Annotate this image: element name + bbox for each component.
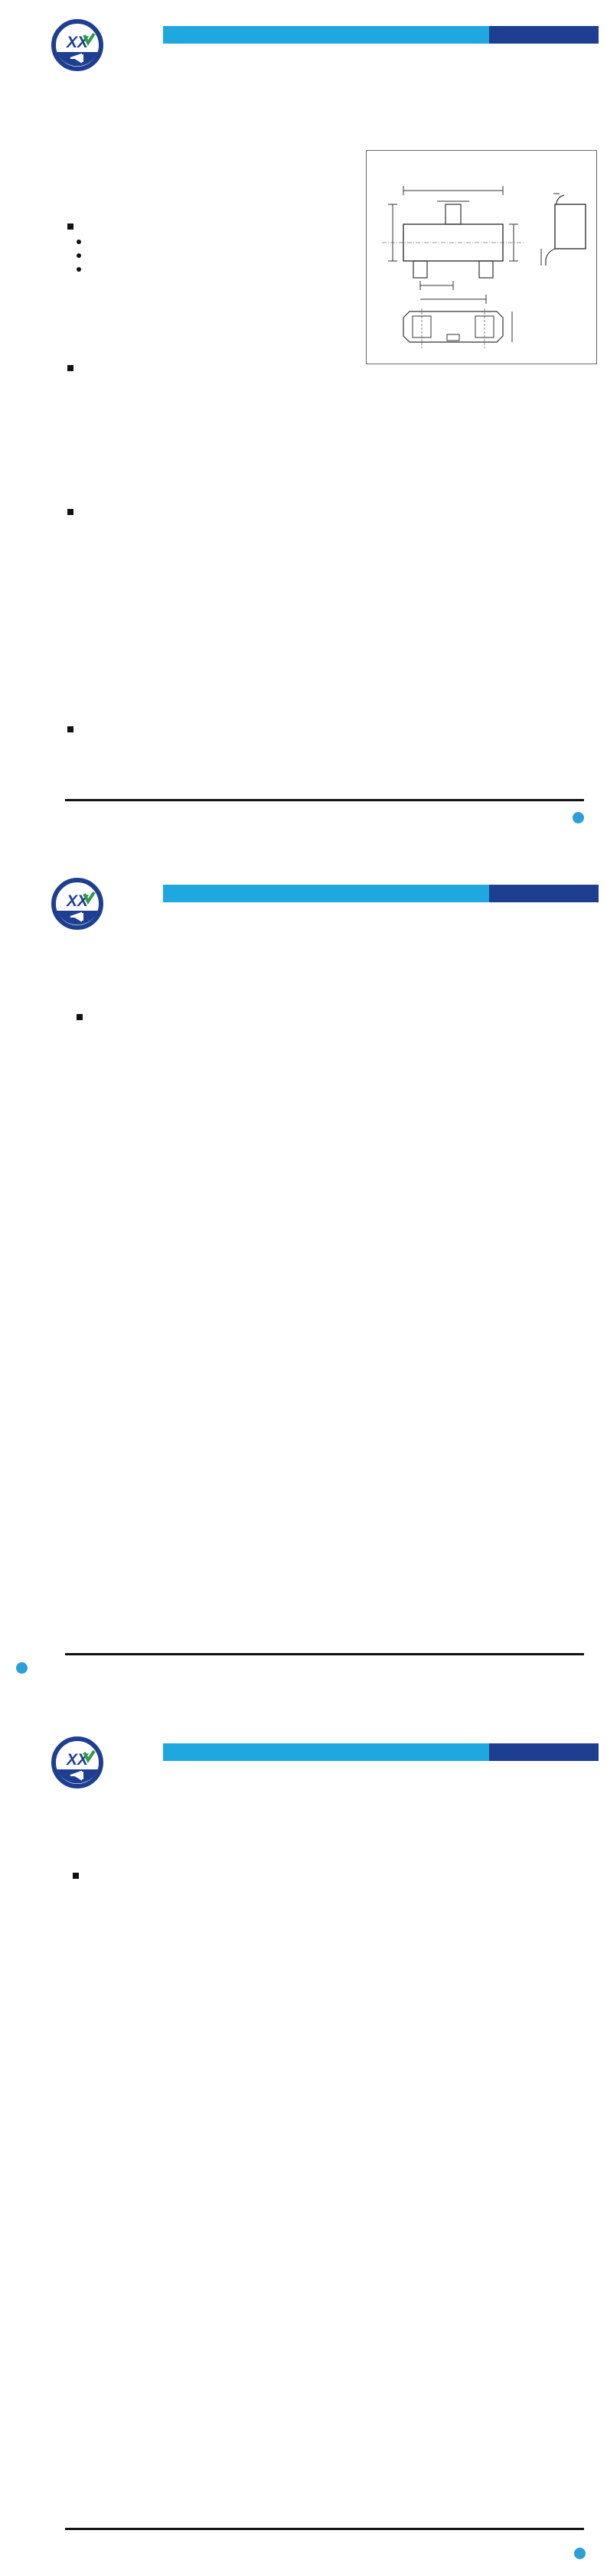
classification-heading [67, 726, 77, 735]
typical-characteristics-heading [77, 1013, 86, 1022]
brand-logo [28, 876, 127, 937]
bullet-icon [77, 267, 81, 272]
chart-common-emitter-output [80, 1027, 303, 1235]
footer-rule [65, 799, 584, 801]
chart-h-parameter-vs-emitter-current [132, 1925, 337, 2193]
package-drawing-svg [367, 151, 594, 361]
svg-text:XX: XX [66, 34, 89, 51]
brand-logo [28, 17, 127, 79]
amr-heading [67, 364, 77, 373]
feature-item [77, 266, 85, 274]
bullet-icon [77, 253, 81, 258]
header-bar [163, 26, 599, 44]
header-bar [163, 1743, 599, 1761]
page-number-badge [16, 1662, 28, 1674]
brand-logo-icon [49, 876, 106, 932]
feature-item [77, 239, 85, 246]
page-number-badge [573, 812, 584, 823]
header-transistors [489, 26, 599, 44]
chart-h-parameter-vs-vce [344, 1925, 550, 2193]
section-square-icon [67, 365, 73, 371]
chart-gain-bandwidth-product [309, 1237, 533, 1448]
brand-logo [28, 1734, 127, 1796]
footer-rule [65, 2528, 584, 2530]
brand-logo-icon [49, 17, 106, 73]
section-square-icon [77, 1014, 83, 1020]
section-square-icon [67, 509, 73, 515]
ec-heading [67, 508, 77, 517]
bullet-icon [77, 240, 81, 244]
svg-text:XX: XX [66, 892, 89, 910]
svg-text:XX: XX [66, 1751, 89, 1769]
chart-collector-dissipation [309, 1450, 533, 1648]
section-square-icon [67, 726, 73, 732]
chart-common-emitter-transfer [309, 1027, 533, 1235]
header-transistors [489, 1743, 599, 1761]
section-square-icon [73, 1873, 79, 1879]
header-transistors [489, 885, 599, 902]
page-number-badge [574, 2548, 586, 2559]
chart-collector-output-capacitance [80, 1450, 303, 1648]
features-heading [67, 223, 77, 232]
header-bar [163, 885, 599, 902]
footer-rule [65, 1653, 584, 1655]
chart-dc-forward-current-gain [80, 1237, 303, 1448]
brand-logo-icon [49, 1734, 106, 1791]
package-drawing [366, 150, 597, 364]
feature-item [77, 253, 85, 260]
typical-characteristics-heading [73, 1872, 83, 1881]
section-square-icon [67, 223, 73, 230]
